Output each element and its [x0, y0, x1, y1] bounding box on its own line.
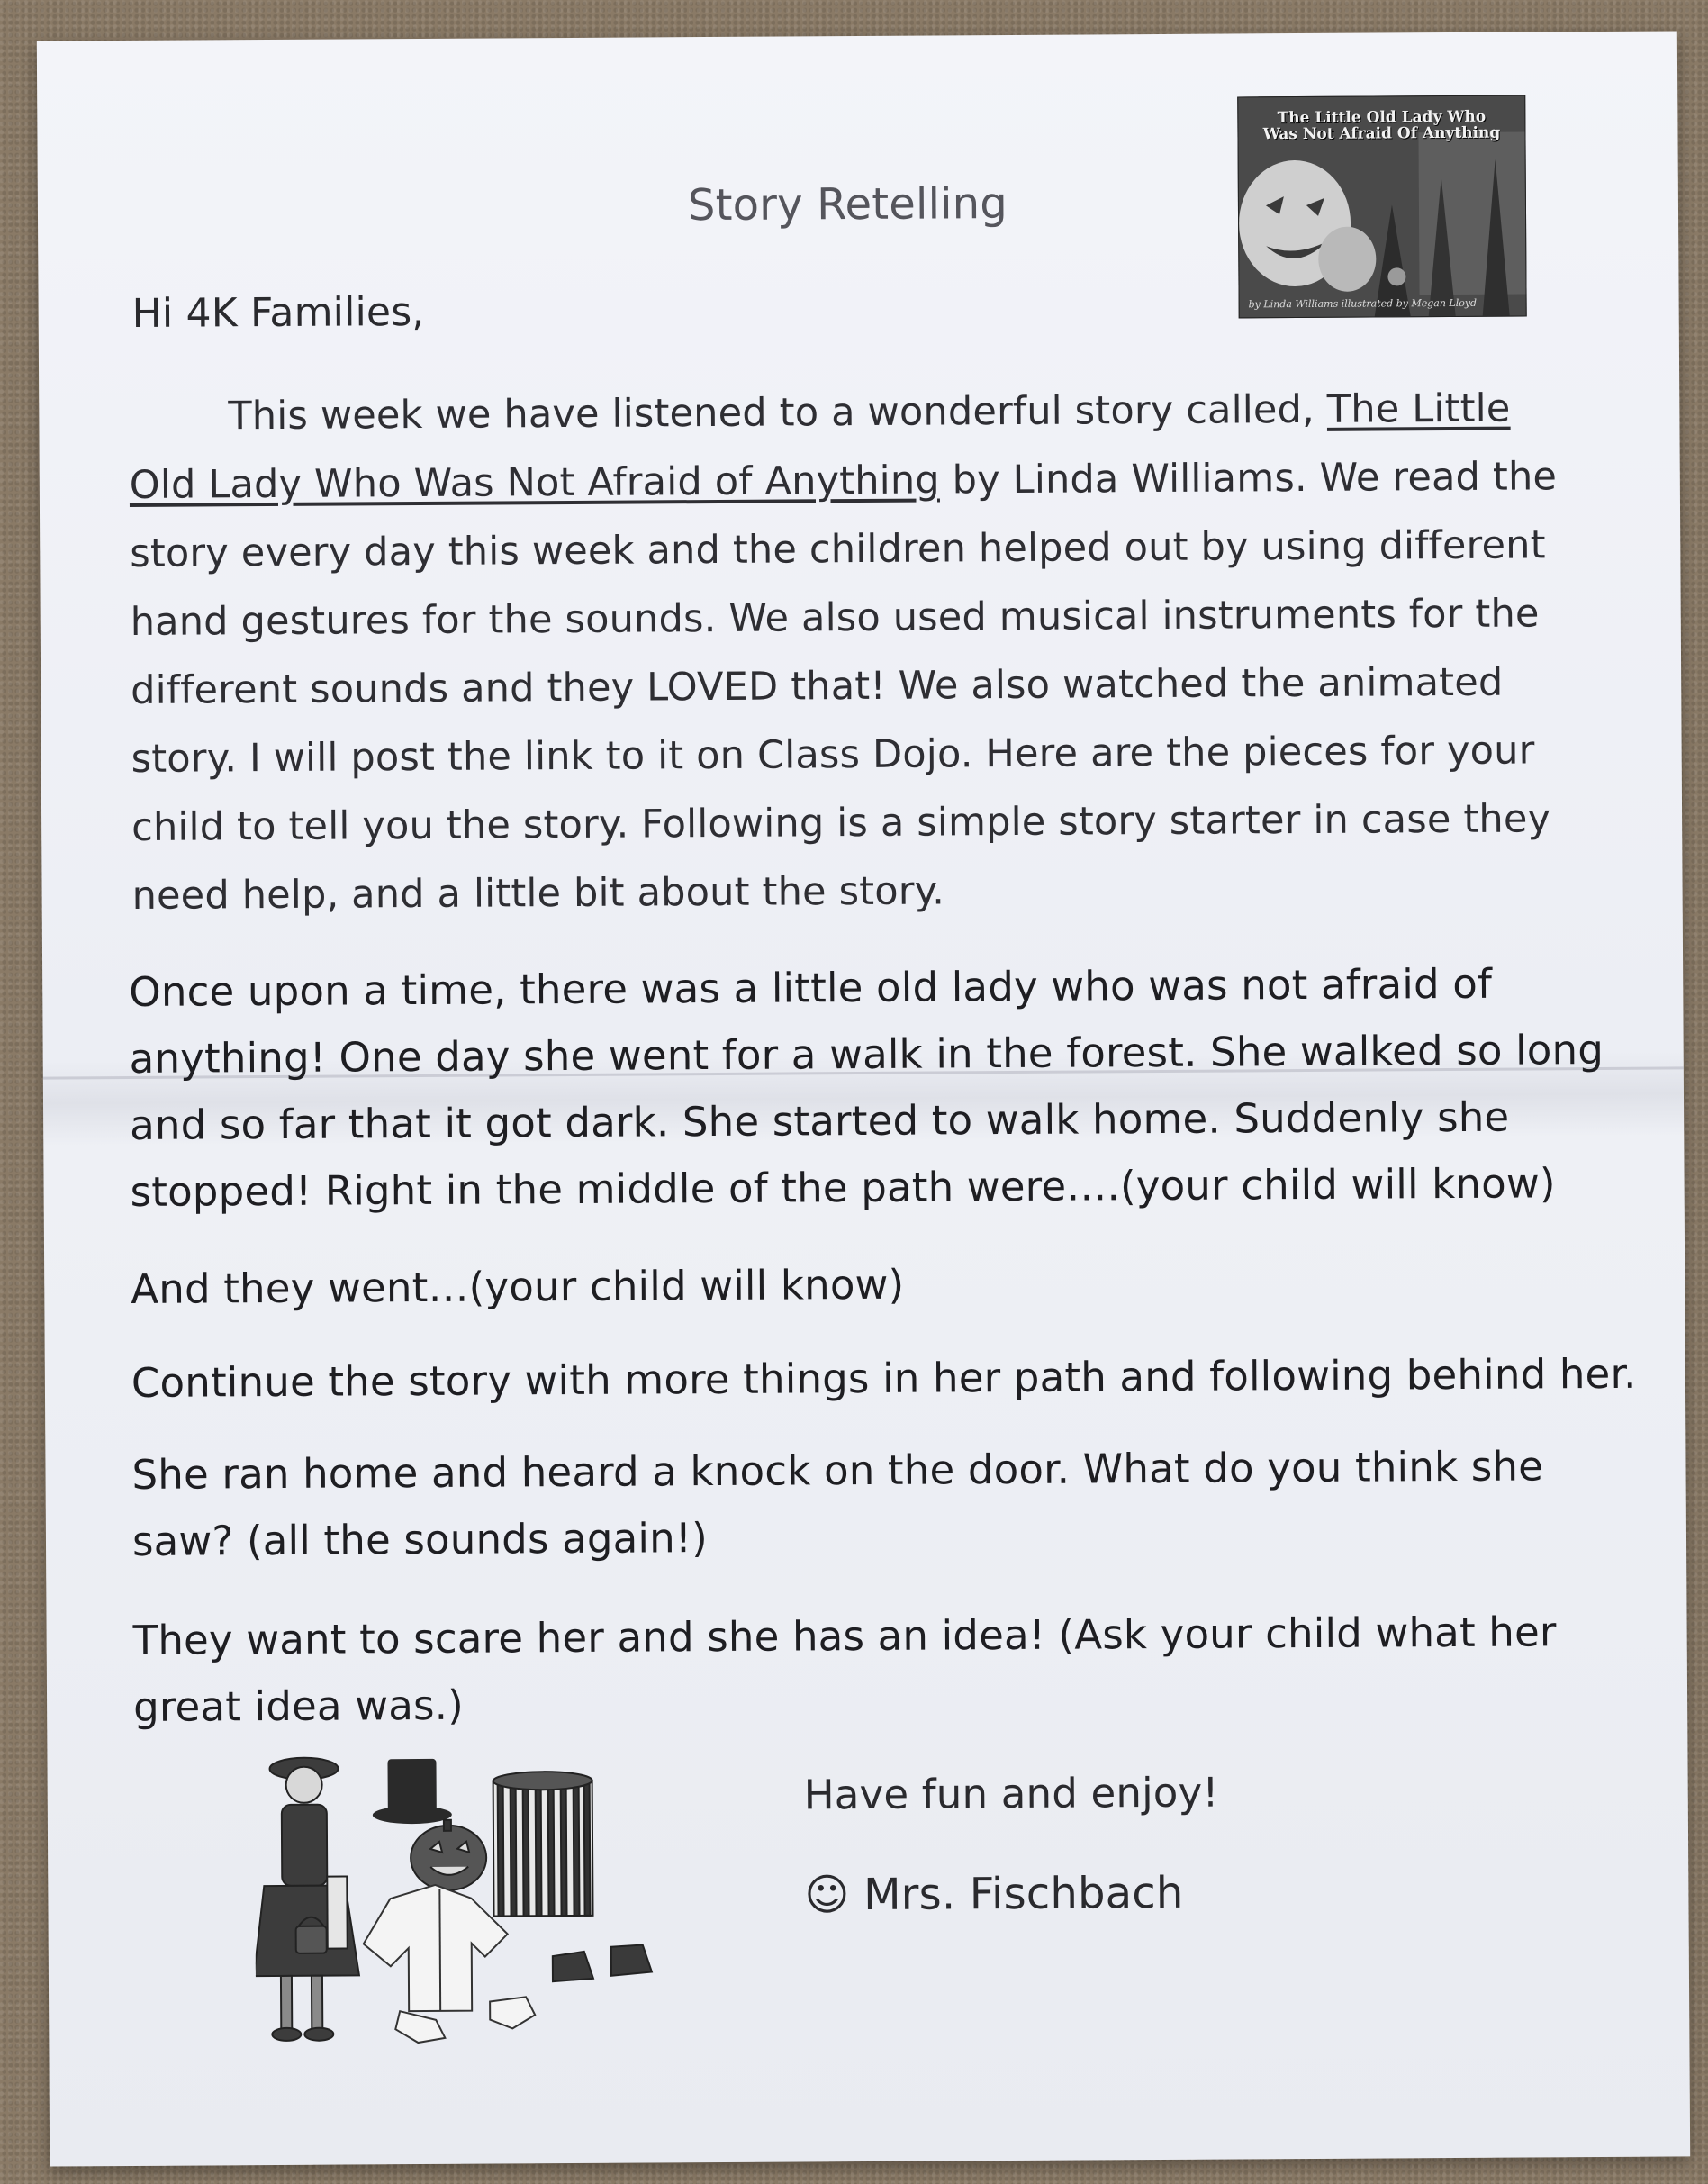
- shoes: [553, 1944, 652, 1981]
- story-paragraph: And they went…(your child will know): [131, 1260, 905, 1313]
- story-paragraph: They want to scare her and she has an idea! (Ask your child what her great idea was.): [132, 1608, 1557, 1731]
- story-pieces-clipart: [254, 1739, 760, 2066]
- old-lady-figure: [254, 1757, 359, 2041]
- greeting: Hi 4K Families,: [131, 288, 425, 337]
- book-title: The Little Old Lady Who Was Not Afraid of Anything: [129, 385, 1511, 508]
- closing-line: Have fun and enjoy!: [803, 1768, 1219, 1819]
- signature: ☺ Mrs. Fischbach: [804, 1867, 1184, 1921]
- intro-before: This week we have listened to a wonderful story called,: [228, 386, 1327, 440]
- book-cover-byline: by Linda Williams illustrated by Megan Lloyd: [1248, 296, 1478, 311]
- top-hat: [372, 1759, 451, 1825]
- letter-paper: [37, 31, 1690, 2166]
- pumpkin-head: [411, 1820, 486, 1891]
- page-title: Story Retelling: [687, 178, 1008, 231]
- intro-after: by Linda Williams. We read the story every day this week and the children helped out by using different hand gestures for the sounds. We also used musical instruments for the different sounds and they LOVED that! We also watched the animated story. I will post the link to it on Class Dojo. Here are the pieces for your child to tell you the story. Following is a simple story starter in case they need help, and a little bit about the story.: [130, 454, 1558, 919]
- book-cover-title: The Little Old Lady Who Was Not Afraid Of Anything: [1262, 107, 1501, 144]
- intro-paragraph: [129, 374, 1573, 930]
- story-paragraph: Once upon a time, there was a little old lady who was not afraid of anything! One day she went for a walk in the forest. She walked so long and so far that it got dark. She started to walk home. Suddenly she stopped! Right in the middle of the path were….(your child will know): [129, 959, 1604, 1216]
- book-cover-image: [1237, 95, 1526, 318]
- striped-pants: [493, 1772, 593, 1917]
- story-paragraph: She ran home and heard a knock on the door. What do you think she saw? (all the sounds again!): [131, 1442, 1544, 1565]
- shirt: [363, 1884, 508, 2011]
- story-paragraph: Continue the story with more things in her path and following behind her.: [131, 1349, 1637, 1407]
